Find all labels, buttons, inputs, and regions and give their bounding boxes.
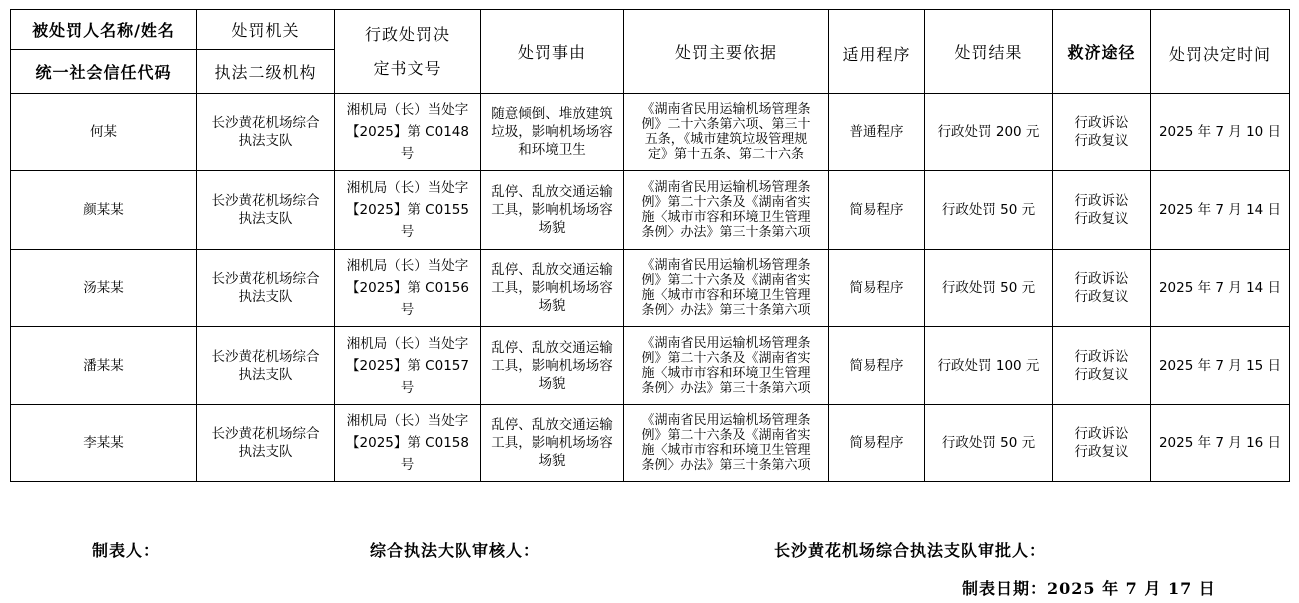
- header-authority: 处罚机关: [197, 10, 335, 50]
- reason: 乱停、乱放交通运输 工具，影响机场场容 场貌: [481, 250, 624, 327]
- header-reason: 处罚事由: [481, 10, 624, 94]
- penalty-result: 行政处罚 50 元: [925, 405, 1053, 482]
- preparer-label: 制表人：: [92, 541, 161, 560]
- person-name: 汤某某: [11, 250, 197, 327]
- decision-number: 湘机局（长）当处字 【2025】第 C0148 号: [335, 94, 481, 171]
- decision-number: 湘机局（长）当处字 【2025】第 C0158 号: [335, 405, 481, 482]
- header-sub-agency: 执法二级机构: [197, 50, 335, 94]
- penalty-result: 行政处罚 50 元: [925, 171, 1053, 250]
- header-result: 处罚结果: [925, 10, 1053, 94]
- procedure: 简易程序: [829, 250, 925, 327]
- header-basis: 处罚主要依据: [624, 10, 829, 94]
- legal-basis: 《湖南省民用运输机场管理条 例》第二十六条及《湖南省实 施〈城市市容和环境卫生管理 条例〉办法》第三十条第六项: [624, 405, 829, 482]
- approver-label: 长沙黄花机场综合执法支队审批人：: [774, 541, 1047, 560]
- header-credit-code: 统一社会信任代码: [11, 50, 197, 94]
- legal-basis: 《湖南省民用运输机场管理条 例》二十六条第六项、第三十 五条，《城市建筑垃圾管理规 定》第十五条、第二十六条: [624, 94, 829, 171]
- person-name: 李某某: [11, 405, 197, 482]
- table-row: [11, 327, 1290, 405]
- procedure: 普通程序: [829, 94, 925, 171]
- authority: 长沙黄花机场综合 执法支队: [197, 94, 335, 171]
- penalty-result: 行政处罚 50 元: [925, 250, 1053, 327]
- procedure: 简易程序: [829, 405, 925, 482]
- procedure: 简易程序: [829, 171, 925, 250]
- decision-number: 湘机局（长）当处字 【2025】第 C0156 号: [335, 250, 481, 327]
- reviewer-label: 综合执法大队审核人：: [370, 541, 541, 560]
- reason: 乱停、乱放交通运输 工具，影响机场场容 场貌: [481, 405, 624, 482]
- decision-date: 2025 年 7 月 16 日: [1151, 405, 1290, 482]
- person-name: 颜某某: [11, 171, 197, 250]
- authority: 长沙黄花机场综合 执法支队: [197, 405, 335, 482]
- procedure: 简易程序: [829, 327, 925, 405]
- header-procedure: 适用程序: [829, 10, 925, 94]
- header-row: [11, 10, 1290, 50]
- decision-number: 湘机局（长）当处字 【2025】第 C0157 号: [335, 327, 481, 405]
- decision-date: 2025 年 7 月 14 日: [1151, 171, 1290, 250]
- table-row: [11, 250, 1290, 327]
- header-date: 处罚决定时间: [1151, 10, 1290, 94]
- decision-number: 湘机局（长）当处字 【2025】第 C0155 号: [335, 171, 481, 250]
- remedy: 行政诉讼 行政复议: [1053, 94, 1151, 171]
- remedy: 行政诉讼 行政复议: [1053, 327, 1151, 405]
- header-docnum: 行政处罚决 定书文号: [335, 10, 481, 94]
- remedy: 行政诉讼 行政复议: [1053, 250, 1151, 327]
- legal-basis: 《湖南省民用运输机场管理条 例》第二十六条及《湖南省实 施〈城市市容和环境卫生管理 条例〉办法》第三十条第六项: [624, 250, 829, 327]
- person-name: 何某: [11, 94, 197, 171]
- reason: 乱停、乱放交通运输 工具，影响机场场容 场貌: [481, 171, 624, 250]
- penalty-result: 行政处罚 100 元: [925, 327, 1053, 405]
- penalty-table: [10, 9, 1290, 482]
- decision-date: 2025 年 7 月 15 日: [1151, 327, 1290, 405]
- table-row: [11, 94, 1290, 171]
- person-name: 潘某某: [11, 327, 197, 405]
- reason: 乱停、乱放交通运输 工具，影响机场场容 场貌: [481, 327, 624, 405]
- authority: 长沙黄花机场综合 执法支队: [197, 250, 335, 327]
- reason: 随意倾倒、堆放建筑 垃圾，影响机场场容 和环境卫生: [481, 94, 624, 171]
- penalty-result: 行政处罚 200 元: [925, 94, 1053, 171]
- prepared-date: 制表日期：2025 年 7 月 17 日: [962, 579, 1216, 598]
- authority: 长沙黄花机场综合 执法支队: [197, 327, 335, 405]
- decision-date: 2025 年 7 月 10 日: [1151, 94, 1290, 171]
- legal-basis: 《湖南省民用运输机场管理条 例》第二十六条及《湖南省实 施〈城市市容和环境卫生管理 条例〉办法》第三十条第六项: [624, 171, 829, 250]
- remedy: 行政诉讼 行政复议: [1053, 405, 1151, 482]
- header-remedy: 救济途径: [1053, 10, 1151, 94]
- header-name: 被处罚人名称/姓名: [11, 10, 197, 50]
- legal-basis: 《湖南省民用运输机场管理条 例》第二十六条及《湖南省实 施〈城市市容和环境卫生管理 条例〉办法》第三十条第六项: [624, 327, 829, 405]
- table-row: [11, 171, 1290, 250]
- authority: 长沙黄花机场综合 执法支队: [197, 171, 335, 250]
- remedy: 行政诉讼 行政复议: [1053, 171, 1151, 250]
- decision-date: 2025 年 7 月 14 日: [1151, 250, 1290, 327]
- table-row: [11, 405, 1290, 482]
